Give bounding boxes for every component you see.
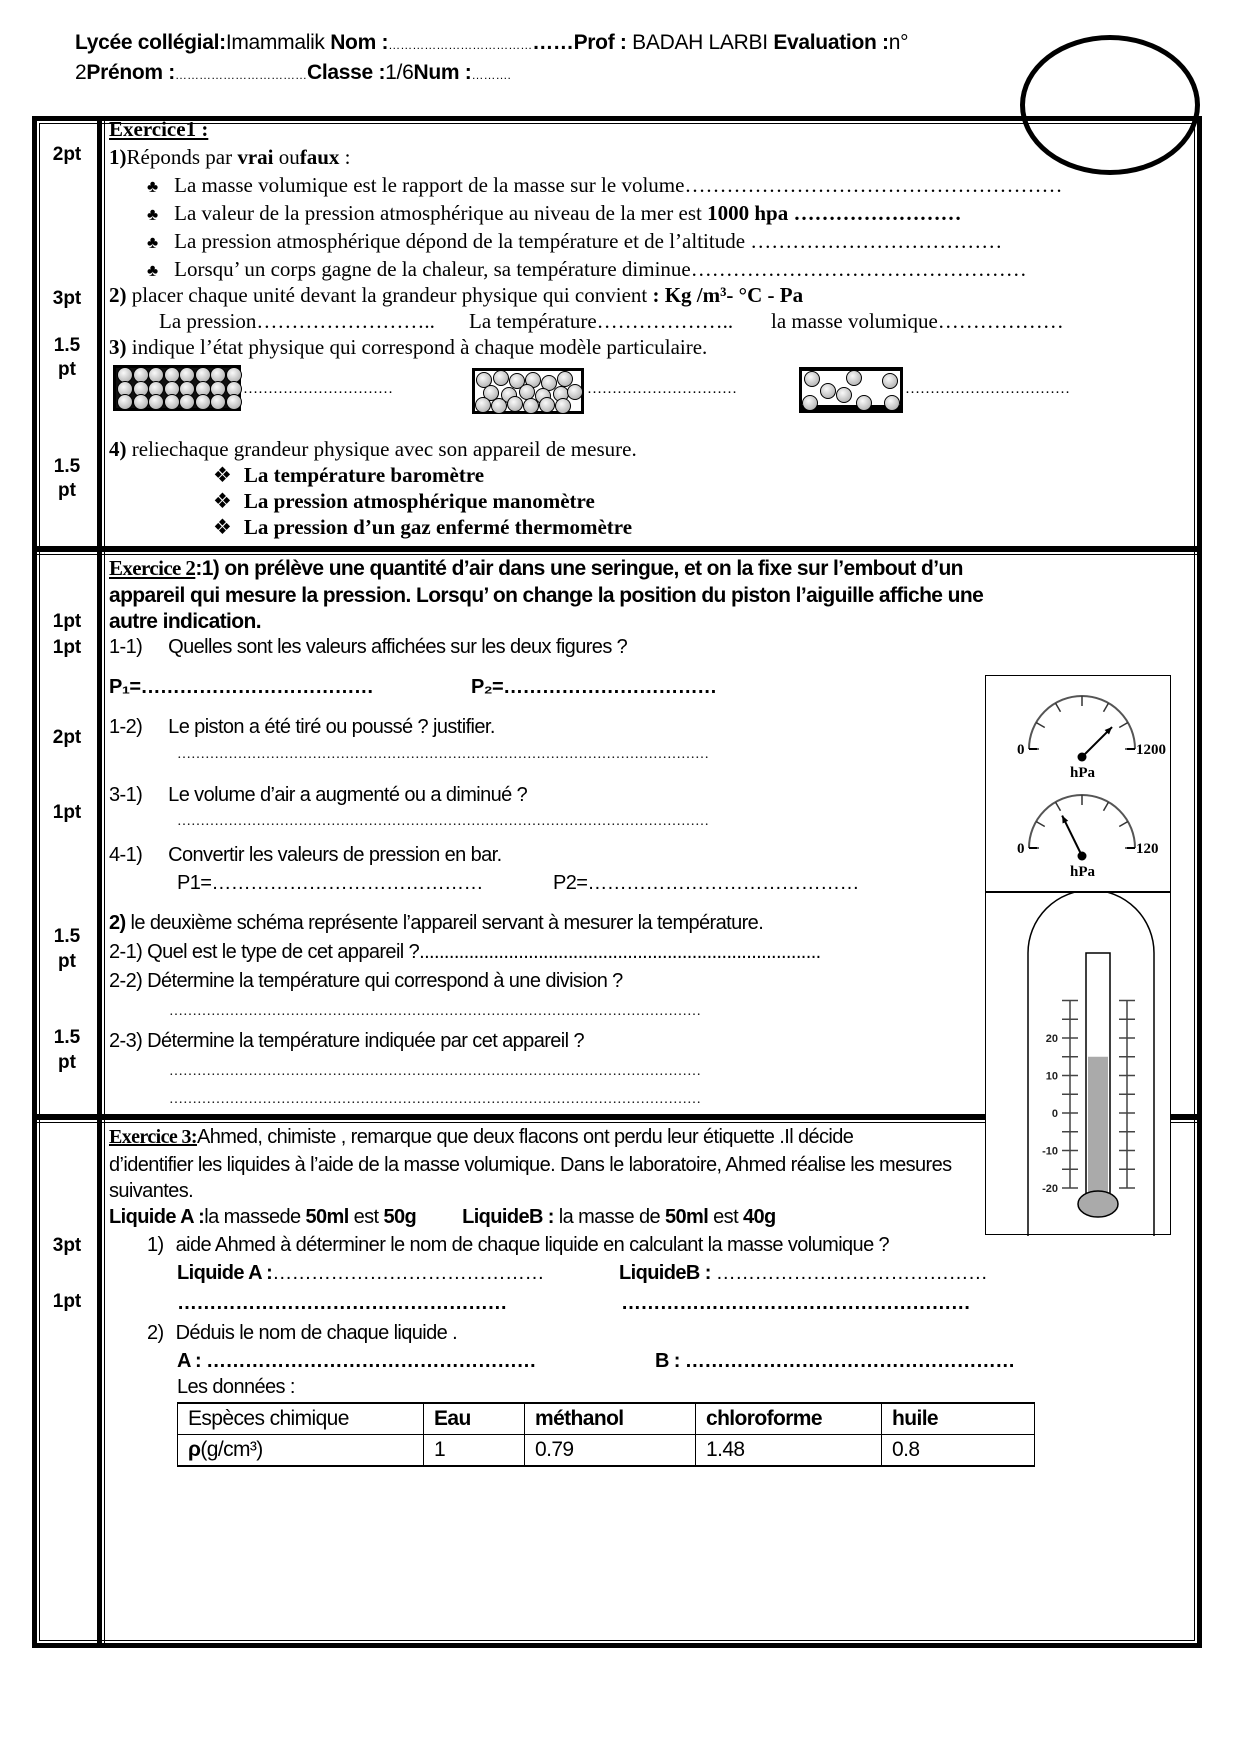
q2-prompt	[109, 283, 803, 308]
prof-label: Prof :	[573, 31, 627, 54]
q1-answer-field[interactable]: ………………………………………………	[684, 173, 1063, 197]
exercise-1-title: Exercice1 :	[109, 117, 209, 141]
school-value: Imammalik	[225, 31, 325, 54]
table-cell: 1.48	[696, 1435, 882, 1467]
gauge-min-label: 0	[1017, 841, 1025, 857]
q4-number: 4)	[109, 437, 127, 461]
ans-b	[655, 1350, 1015, 1373]
prenom-label: Prénom :	[86, 61, 176, 84]
table-cell: 0.79	[525, 1435, 696, 1467]
diamond-bullet-icon: ❖	[213, 515, 232, 539]
classe-value: 1/6	[385, 61, 414, 84]
particle	[555, 398, 571, 414]
liquid-a-text: la massede	[204, 1206, 306, 1228]
points-q4-unit: pt	[58, 480, 76, 501]
q1-vrai: vrai	[237, 145, 274, 169]
exercise-1-content	[109, 117, 1187, 546]
gauge-pivot	[1078, 852, 1087, 861]
gauge-max-label: 1200	[1136, 742, 1166, 758]
q4-item-text: La pression d’un gaz enfermé thermomètre	[243, 515, 633, 539]
particle	[507, 396, 523, 412]
points-q11b: 1pt	[52, 637, 82, 658]
q4-item-text: La température baromètre	[243, 463, 485, 487]
q3-text: indique l’état physique qui correspond à chaque modèle particulaire.	[126, 335, 708, 359]
q2-number: 2)	[109, 283, 127, 307]
liquid-a-volume: 50ml	[305, 1206, 349, 1228]
q2-blank-temperature[interactable]: La température………………..	[469, 309, 734, 333]
q3-number: 3)	[109, 335, 127, 359]
q3-blank-gas[interactable]: ……………………………	[905, 381, 1070, 397]
intro-line-2: d’identifier les liquides à l’aide de la masse volumique. Dans le laboratoire, Ahmed réalise les mesures	[109, 1154, 952, 1176]
q3-prompt	[109, 335, 707, 360]
ans-liquid-b-field-2[interactable]: ………………………………………………	[621, 1292, 971, 1314]
q4-prompt	[109, 437, 637, 462]
diamond-bullet-icon: ❖	[213, 489, 232, 513]
table-cell: 1	[424, 1435, 525, 1467]
q1-item-text: La masse volumique est le rapport de la masse sur le volume	[174, 173, 685, 197]
table-cell: 0.8	[882, 1435, 1035, 1467]
gauge-max-label: 120	[1136, 841, 1159, 857]
ans-liquid-a-label: Liquide A :	[177, 1262, 273, 1284]
club-bullet-icon: ♣	[147, 233, 159, 252]
figures-box	[985, 675, 1171, 1235]
particle	[195, 394, 211, 410]
liquid-b-est: est	[708, 1206, 743, 1228]
q1-answer-field[interactable]: ………………………………	[750, 229, 1003, 253]
points-q11a: 1pt	[52, 611, 82, 632]
line2-prefix: 2	[75, 61, 87, 84]
gauge-tick	[1036, 822, 1045, 827]
q4-text: reliechaque grandeur physique avec son appareil de mesure.	[126, 437, 637, 461]
q2-prompt	[109, 912, 763, 935]
pressure-gauges	[986, 676, 1172, 891]
q2-blank-pression[interactable]: La pression……………………..	[159, 309, 435, 333]
points-q2: 3pt	[52, 288, 82, 309]
gauge-min-label: 0	[1017, 742, 1025, 758]
grade-circle	[1020, 35, 1200, 175]
particle	[475, 397, 491, 413]
nom-field[interactable]: ………………………………	[388, 38, 533, 52]
particle	[856, 395, 872, 411]
ans-liquid-b	[619, 1262, 987, 1285]
q1-item-text: La pression atmosphérique dépond de la température et de l’altitude	[174, 229, 751, 253]
liquid-a-mass: 50g	[383, 1206, 417, 1228]
q1-text: aide Ahmed à déterminer le nom de chaque liquide en calculant la masse volumique ?	[175, 1234, 890, 1256]
gauge-tick	[1104, 703, 1109, 712]
donnees-label: Les données :	[177, 1376, 295, 1398]
q31-prompt	[109, 784, 527, 807]
classe-label: Classe :	[307, 61, 386, 84]
intro-line-1: Ahmed, chimiste , remarque que deux flacons ont perdu leur étiquette .Il décide	[196, 1126, 854, 1148]
particle	[133, 394, 149, 410]
p2-field[interactable]: P₂=……………………………	[471, 676, 717, 698]
particle	[846, 370, 862, 386]
q4-item	[213, 489, 595, 514]
points-q23: 1.5	[53, 1027, 81, 1048]
intro-line-1: :1) on prélève une quantité d’air dans une seringue, et on la fixe sur l’embout d’un	[195, 557, 963, 580]
club-bullet-icon: ♣	[147, 205, 159, 224]
thermometer-tick-label: 20	[1045, 1033, 1058, 1045]
liquid-b-mass: 40g	[742, 1206, 776, 1228]
q11-text: Quelles sont les valeurs affichées sur les deux figures ?	[168, 636, 628, 658]
q4-item-text: La pression atmosphérique manomètre	[243, 489, 595, 513]
q1-number: 1)	[147, 1234, 164, 1256]
nom-dots: ……	[532, 31, 574, 54]
ans-liquid-b-field[interactable]: ……………………………………	[715, 1262, 988, 1284]
q23-prompt: 2-3) Détermine la température indiquée par cet appareil ?	[109, 1030, 584, 1052]
intro-line-2: appareil qui mesure la pression. Lorsqu’ on change la position du piston l’aiguille affiche une	[109, 584, 984, 607]
q23-answer-field-2[interactable]: ……………………………………………………………………………………………………	[169, 1092, 701, 1107]
q4-item	[213, 463, 484, 488]
q1-item	[147, 229, 1002, 254]
table-header-row	[178, 1403, 1035, 1435]
points-q21-unit: pt	[58, 951, 76, 972]
gauge-tick	[1119, 723, 1128, 728]
ans-liquid-a-field[interactable]: ……………………………………	[272, 1262, 544, 1284]
q22-prompt: 2-2) Détermine la température qui correspond à une division ?	[109, 970, 623, 992]
points-q4: 1.5	[53, 456, 81, 477]
particle	[802, 395, 818, 411]
thermometer-liquid-column	[1088, 1057, 1108, 1198]
q11-prompt	[109, 636, 627, 659]
q12-prompt	[109, 716, 495, 739]
particle	[804, 371, 820, 387]
particle	[539, 397, 555, 413]
gauge-unit-label: hPa	[1070, 765, 1096, 781]
particle	[491, 398, 507, 414]
gauge-tick	[1056, 703, 1061, 712]
q1-answer-field[interactable]: 1000 hpa ……………………	[707, 201, 962, 225]
liquid-b-text: la masse de	[553, 1206, 665, 1228]
ans-b-label: B :	[655, 1350, 680, 1372]
gauge-tick	[1104, 802, 1109, 811]
q1-number: 1)	[109, 145, 127, 169]
num-label: Num :	[413, 61, 472, 84]
particle	[567, 384, 583, 400]
evaluation-value: n°	[888, 31, 909, 54]
school-label: Lycée collégial:	[75, 31, 226, 54]
evaluation-label: Evaluation :	[773, 31, 889, 54]
ans-a	[177, 1350, 536, 1373]
q1-ou: ou	[273, 145, 300, 169]
thermometer-tick-label: -20	[1042, 1183, 1058, 1195]
gauge-tick	[1036, 723, 1045, 728]
exercise-1	[37, 117, 1197, 546]
q1-item-text: Lorsqu’ un corps gagne de la chaleur, sa température diminue	[174, 257, 691, 281]
points-q3-unit: pt	[58, 359, 76, 380]
q2-blank-masse-volumique[interactable]: la masse volumique………………	[771, 309, 1064, 333]
points-q1: 3pt	[52, 1235, 82, 1256]
ans-liquid-b-label: LiquideB :	[619, 1262, 711, 1284]
particle	[179, 394, 195, 410]
q21-prompt[interactable]: 2-1) Quel est le type de cet appareil ?.................................................................................	[109, 941, 821, 963]
liquid-b-label: LiquideB :	[462, 1206, 554, 1228]
q1-answer-field[interactable]: …………………………………………	[690, 257, 1027, 281]
particle	[210, 394, 226, 410]
measurements-line	[109, 1206, 776, 1229]
thermometer-tick-label: 10	[1045, 1070, 1058, 1083]
gauge-pivot	[1078, 753, 1087, 762]
q41-number: 4-1)	[109, 844, 143, 866]
exercise-3-title: Exercice 3:	[109, 1126, 197, 1148]
particle	[493, 370, 509, 386]
ans-liquid-a	[177, 1262, 544, 1285]
gauge-unit-label: hPa	[1070, 864, 1096, 880]
table-header-cell: méthanol	[525, 1403, 696, 1435]
liquid-a-label: Liquide A :	[109, 1206, 205, 1228]
particle-model-liquid	[472, 368, 584, 414]
prenom-field[interactable]: ……………………………	[175, 68, 308, 82]
p1-bar-field[interactable]: P1=……………………………………	[177, 872, 483, 894]
points-q23-unit: pt	[58, 1052, 76, 1073]
q23-answer-field[interactable]: ……………………………………………………………………………………………………	[169, 1064, 701, 1079]
q1-faux: faux	[299, 145, 340, 169]
q31-number: 3-1)	[109, 784, 143, 806]
table-row	[178, 1435, 1035, 1467]
q1-colon: :	[339, 145, 351, 169]
intro-line-3: suivantes.	[109, 1180, 194, 1202]
q11-number: 1-1)	[109, 636, 143, 658]
ans-a-field[interactable]: ……………………………………………	[206, 1350, 536, 1372]
q3-blank-liquid[interactable]: …………………………	[587, 381, 737, 397]
liquid-a-est: est	[348, 1206, 384, 1228]
q2-number: 2)	[109, 912, 126, 934]
table-header-cell: Eau	[424, 1403, 525, 1435]
q1-item-text: La valeur de la pression atmosphérique au niveau de la mer est	[174, 201, 708, 225]
points-q31: 1pt	[52, 802, 82, 823]
q1-item	[147, 257, 1027, 282]
p1-field[interactable]: P₁=………………………………	[109, 676, 374, 698]
table-header-cell: chloroforme	[696, 1403, 882, 1435]
particle	[164, 394, 180, 410]
q22-answer-field[interactable]: ……………………………………………………………………………………………………	[169, 1004, 701, 1019]
exercise-2-intro	[109, 556, 963, 581]
gauge-tick	[1119, 822, 1128, 827]
points-q12: 2pt	[52, 727, 82, 748]
particle	[882, 373, 898, 389]
exercise-2-title: Exercice 2	[109, 556, 196, 580]
points-q3: 1.5	[53, 335, 81, 356]
thermometer-figure	[986, 893, 1172, 1236]
q12-number: 1-2)	[109, 716, 143, 738]
club-bullet-icon: ♣	[147, 177, 159, 196]
particle-model-gas	[799, 367, 903, 413]
table-header-cell: Espèces chimique	[178, 1403, 424, 1435]
q41-text: Convertir les valeurs de pression en bar.	[168, 844, 502, 866]
q41-prompt	[109, 844, 502, 867]
rho-symbol: ρ	[188, 1438, 201, 1461]
q12-text: Le piston a été tiré ou poussé ? justifier.	[168, 716, 495, 738]
q2-prompt	[147, 1322, 457, 1345]
particle	[523, 398, 539, 414]
q1-item	[147, 173, 1062, 198]
particle	[836, 387, 852, 403]
exercise-3-intro	[109, 1126, 853, 1149]
thermometer-bulb	[1078, 1191, 1118, 1217]
particle	[148, 394, 164, 410]
q2-number: 2)	[147, 1322, 164, 1344]
p2-bar-field[interactable]: P2=……………………………………	[553, 872, 859, 894]
q31-text: Le volume d’air a augmenté ou a diminué ?	[168, 784, 528, 806]
gauge-tick	[1056, 802, 1061, 811]
thermometer-tick-label: 0	[1051, 1108, 1058, 1120]
particle-model-solid	[113, 365, 241, 411]
q2-text: placer chaque unité devant la grandeur physique qui convient	[126, 283, 653, 307]
q12-answer-field[interactable]: ……………………………………………………………………………………………………	[177, 747, 709, 762]
q4-item	[213, 515, 632, 540]
particle	[820, 383, 836, 399]
q2-units: : Kg /m³- °C - Pa	[652, 283, 804, 307]
q1-prompt	[109, 145, 351, 170]
intro-line-3: autre indication.	[109, 610, 261, 633]
density-unit: (g/cm³)	[200, 1438, 263, 1461]
q1-prompt	[147, 1234, 889, 1257]
points-q21: 1.5	[53, 926, 81, 947]
liquid-b-volume: 50ml	[665, 1206, 709, 1228]
particle	[884, 395, 900, 411]
q1-item	[147, 201, 961, 226]
header-line-1	[75, 31, 908, 55]
table-row-label	[178, 1435, 424, 1467]
ans-a-label: A :	[177, 1350, 202, 1372]
diamond-bullet-icon: ❖	[213, 463, 232, 487]
club-bullet-icon: ♣	[147, 261, 159, 280]
prof-value: BADAH LARBI	[632, 31, 768, 54]
header-line-2	[75, 61, 511, 85]
ans-liquid-a-field-2[interactable]: ……………………………………………	[177, 1292, 507, 1314]
density-table	[177, 1402, 1035, 1467]
num-field[interactable]: ……….	[471, 68, 511, 82]
q31-answer-field[interactable]: ……………………………………………………………………………………………………	[177, 814, 709, 829]
q1-text: Réponds par	[126, 145, 238, 169]
q2-text: le deuxième schéma représente l’appareil servant à mesurer la température.	[125, 912, 764, 934]
q3-blank-solid[interactable]: …………………………	[243, 381, 393, 397]
q2-text: Déduis le nom de chaque liquide .	[175, 1322, 458, 1344]
thermometer-tick-label: -10	[1042, 1145, 1058, 1158]
particle	[117, 394, 133, 410]
ans-b-field[interactable]: ……………………………………………	[684, 1350, 1015, 1372]
points-q1: 2pt	[52, 144, 82, 165]
points-q2: 1pt	[52, 1291, 82, 1312]
table-header-cell: huile	[882, 1403, 1035, 1435]
particle	[226, 394, 242, 410]
nom-label: Nom :	[330, 31, 389, 54]
